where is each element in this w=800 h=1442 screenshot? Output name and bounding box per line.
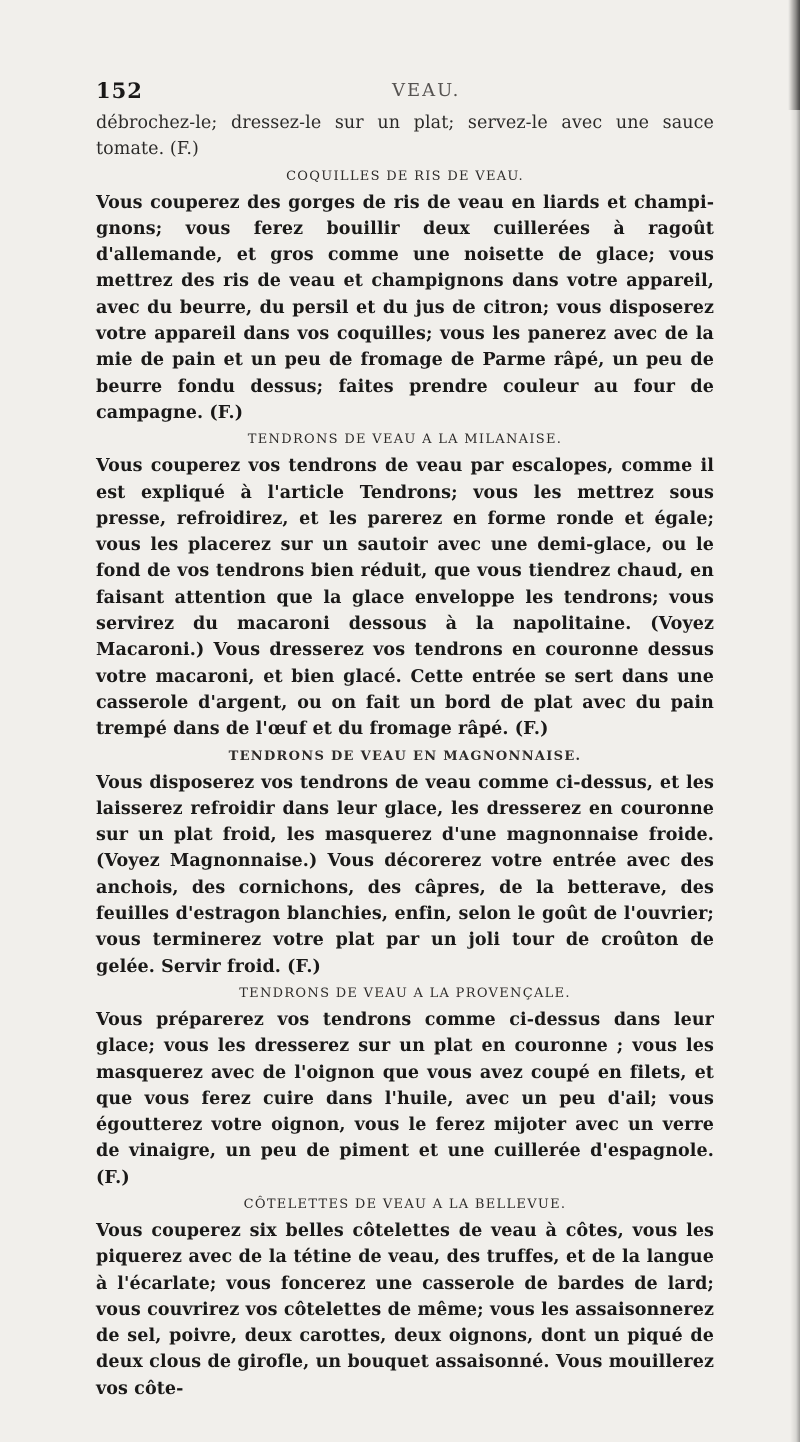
recipe-text-magnonnaise: Vous disposerez vos tendrons de veau comme ci-dessus, et les laisserez refroidir dans leur glace, les dresserez en couronne sur un plat froid, les masquerez d'une magnonnaise froide. (Voyez Magnonnaise.) Vous décorerez votre entrée avec des anchois, des cornichons, des câpres, de la betterave, des feuilles d'estragon blanchies, enfin, selon le goût de l'ouvrier; vous terminerez votre plat par un joli tour de croûton de gelée. Servir froid. (F.): [96, 772, 714, 977]
recipe-title-provencale: TENDRONS DE VEAU A LA PROVENÇALE.: [239, 985, 571, 1001]
running-head: VEAU.: [392, 80, 461, 101]
recipe-title-milanaise: TENDRONS DE VEAU A LA MILANAISE.: [247, 432, 563, 448]
page-edge-shadow-top: [788, 0, 800, 110]
recipe-title-coquilles: COQUILLES DE RIS DE VEAU.: [286, 168, 524, 184]
recipe-title-bellevue: CÔTELETTES DE VEAU A LA BELLEVUE.: [243, 1196, 567, 1212]
recipe-text-bellevue: Vous couperez six belles côtelettes de veau à côtes, vous les piquerez avec de la tétine de veau, des truffes, et de la langue à l'écarlate; vous foncerez une casserole de bardes de lard; vous couvrirez vos côtelettes de même; vous les assaisonnerez de sel, poivre, deux carottes, deux oignons, dont un piqué de deux clous de girofle, un bouquet assaisonné. Vous mouillerez vos côte-: [96, 1220, 714, 1399]
page-body: [96, 110, 714, 1402]
page-header: [96, 78, 716, 108]
recipe-title-magnonnaise: TENDRONS DE VEAU EN MAGNONNAISE.: [228, 748, 582, 764]
page-number: 152: [96, 78, 143, 103]
recipe-text-milanaise: Vous couperez vos tendrons de veau par escalopes, comme il est expliqué à l'article Tendrons; vous les mettrez sous presse, refroidirez, et les parerez en forme ronde et égale; vous les placerez sur un sautoir avec une demi-glace, ou le fond de vos tendrons bien réduit, que vous tiendrez chaud, en faisant attention que la glace enveloppe les tendrons; vous servirez du macaroni dessous à la napolitaine. (Voyez Macaroni.) Vous dresserez vos tendrons en couronne dessus votre macaroni, et bien glacé. Cette entrée se sert dans une casserole d'argent, ou on fait un bord de plat avec du pain trempé dans de l'œuf et du fromage râpé. (F.): [96, 456, 714, 740]
paragraph-continuation: débrochez-le; dressez-le sur un plat; servez-le avec une sauce tomate. (F.): [96, 113, 714, 160]
page-edge-shadow: [790, 0, 800, 1442]
recipe-text-coquilles: Vous couperez des gorges de ris de veau en liards et champignons; vous ferez bouillir deux cuillerées à ragoût d'allemande, et gros comme une noisette de glace; vous mettrez des ris de veau et champignons dans votre appareil, avec du beurre, du persil et du jus de citron; vous disposerez votre appareil dans vos coquilles; vous les panerez avec de la mie de pain et un peu de fromage de Parme râpé, un peu de beurre fondu dessus; faites prendre couleur au four de campagne. (F.): [96, 192, 714, 423]
recipe-text-provencale: Vous préparerez vos tendrons comme ci-dessus dans leur glace; vous les dresserez sur un plat en couronne ; vous les masquerez avec de l'oignon que vous avez coupé en filets, et que vous ferez cuire dans l'huile, avec un peu d'ail; vous égoutterez votre oignon, vous le ferez mijoter avec un verre de vinaigre, un peu de piment et une cuillerée d'espagnole. (F.): [96, 1009, 714, 1188]
